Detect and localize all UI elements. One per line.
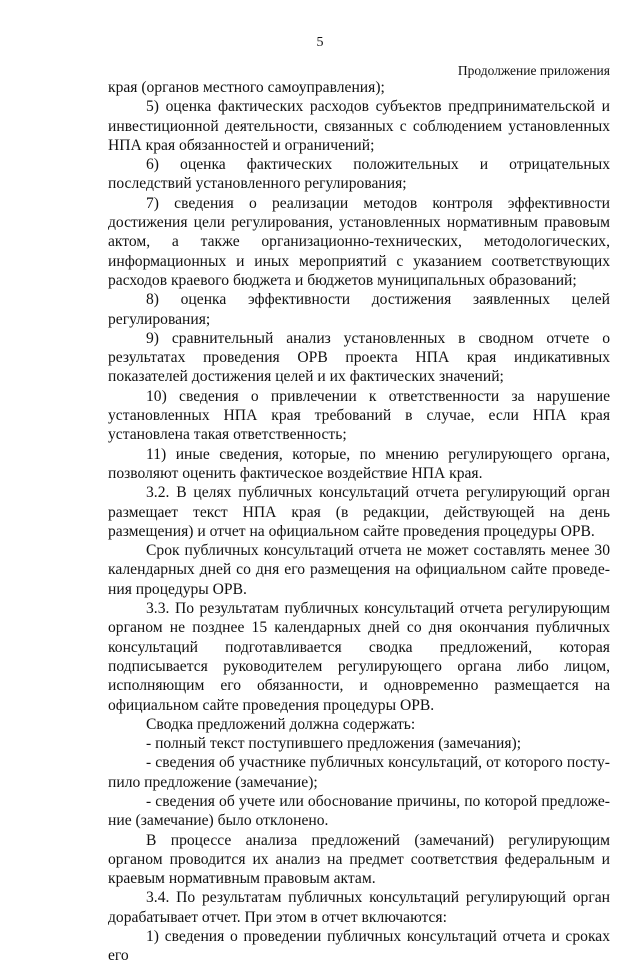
paragraph: 8) оценка эффективности достижения заявленных целей регулирования;: [108, 291, 610, 328]
list-item: - сведения об участнике публичных консультаций, от которого поступило предложение (замечание);: [108, 754, 610, 791]
paragraph: Сводка предложений должна содержать:: [146, 715, 416, 733]
paragraph: 11) иные сведения, которые, по мнению регулирующего органа, позволяют оценить фактическое воздействие НПА края.: [108, 445, 610, 482]
paragraph: В процессе анализа предложений (замечаний) регулирующим органом проводится их анализ на предмет соответствия федеральным и краевым нормативным правовым актам.: [108, 831, 610, 888]
paragraph: 10) сведения о привлечении к ответственности за нарушение установленных НПА края требований в случае, если НПА края установлена такая ответственность;: [108, 387, 610, 444]
paragraph: 3.3. По результатам публичных консультаций отчета регулирующим органом не позднее 15 календарных дней со дня окончания публичных консультаций подготавливается сводка предложений, которая подписывается руководителем регулирующего органа либо лицом, исполняющим его обязанности, и одновременно размещается на официальном сайте проведения процедуры ОРВ.: [108, 600, 610, 714]
paragraph: края (органов местного самоуправления);: [108, 79, 385, 96]
paragraph: 6) оценка фактических положительных и отрицательных последствий установленного регулирования;: [108, 156, 610, 193]
paragraph: 9) сравнительный анализ установленных в сводном отчете о результатах проведения ОРВ проекта НПА края индикативных показателей достижения целей и их фактических значений;: [108, 329, 610, 386]
list-item: - сведения об учете или обоснование причины, по которой предложение (замечание) было отклонено.: [108, 792, 610, 830]
paragraph: 3.2. В целях публичных консультаций отчета регулирующий орган размещает текст НПА края (в редакции, действующей на день размещения) и отчет на официальном сайте проведения процедуры ОРВ.: [108, 484, 610, 540]
paragraph: Срок публичных консультаций отчета не может составлять менее 30 календарных дней со дня его размещения на официальном сайте проведения процедуры ОРВ.: [108, 542, 610, 598]
paragraph: 1) сведения о проведении публичных консультаций отчета и сроках его: [108, 928, 610, 965]
list-item: - полный текст поступившего предложения (замечания);: [146, 735, 522, 753]
paragraph: 7) сведения о реализации методов контроля эффективности достижения цели регулирования, установленных нормативным правовым актом, а также организационно-технических, методологических, информационных и иных мероприятий с указанием соответствующих расходов краевого бюджета и бюджетов муниципальных образований;: [108, 194, 610, 289]
running-head: Продолжение приложения: [457, 63, 610, 78]
document-body: [108, 78, 610, 966]
paragraph: 3.4. По результатам публичных консультаций регулирующий орган дорабатывает отчет. При этом в отчет включаются:: [108, 889, 610, 926]
paragraph: 5) оценка фактических расходов субъектов предпринимательской и инвестиционной деятельности, связанных с соблюдением установленных НПА края обязанностей и ограничений;: [108, 98, 610, 154]
page-number: 5: [316, 35, 324, 50]
